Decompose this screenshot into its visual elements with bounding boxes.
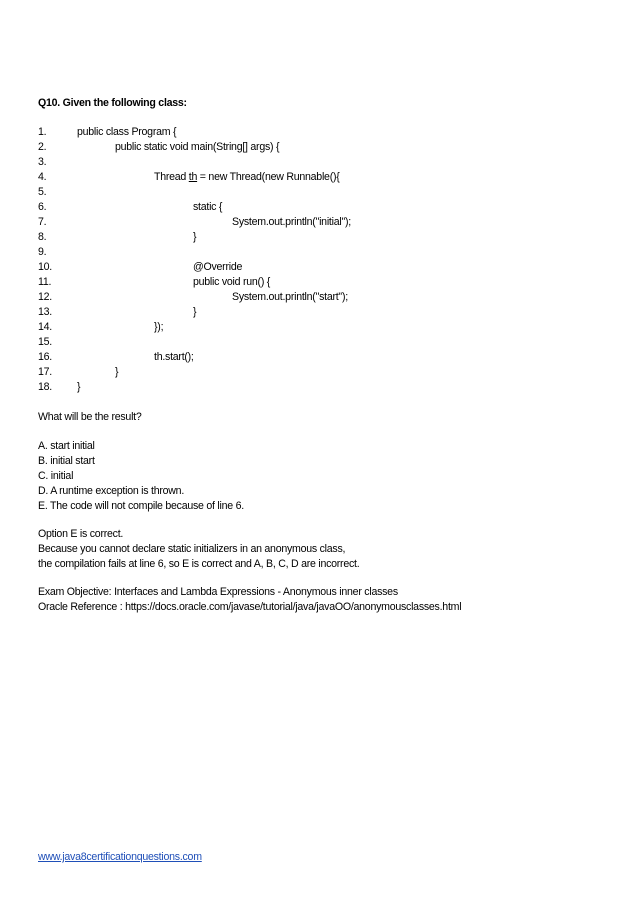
code-line	[38, 170, 598, 185]
code-line	[38, 230, 598, 245]
line-number: 18.	[38, 381, 52, 393]
code-text: th.start();	[154, 351, 194, 363]
line-number: 17.	[38, 366, 52, 378]
code-line	[38, 185, 598, 200]
line-number: 14.	[38, 321, 52, 333]
line-number: 2.	[38, 141, 47, 153]
code-text: }	[115, 366, 119, 378]
line-number: 1.	[38, 126, 47, 138]
line-number: 12.	[38, 291, 52, 303]
line-number: 5.	[38, 186, 47, 198]
option-d: D. A runtime exception is thrown.	[38, 485, 185, 497]
code-line	[38, 290, 598, 305]
footer-website-link[interactable]: www.java8certificationquestions.com	[38, 851, 202, 863]
answer-reason: Because you cannot declare static initializers in an anonymous class,	[38, 543, 346, 555]
oracle-reference: Oracle Reference : https://docs.oracle.com/javase/tutorial/java/javaOO/anonymousclasses.html	[38, 601, 462, 613]
code-line	[38, 305, 598, 320]
line-number: 10.	[38, 261, 52, 273]
code-text	[154, 170, 340, 185]
code-text: public void run() {	[193, 276, 271, 288]
code-line	[38, 335, 598, 350]
line-number: 4.	[38, 171, 47, 183]
code-line	[38, 245, 598, 260]
code-text-post: = new Thread(new Runnable(){	[197, 171, 340, 183]
code-line	[38, 260, 598, 275]
line-number: 16.	[38, 351, 52, 363]
code-line	[38, 320, 598, 335]
code-text: System.out.println("initial");	[232, 216, 351, 228]
code-line	[38, 215, 598, 230]
line-number: 7.	[38, 216, 47, 228]
line-number: 15.	[38, 336, 52, 348]
line-number: 9.	[38, 246, 47, 258]
line-number: 13.	[38, 306, 52, 318]
answer-correct-option: Option E is correct.	[38, 528, 124, 540]
code-line	[38, 380, 598, 395]
code-line	[38, 200, 598, 215]
code-line	[38, 275, 598, 290]
code-text: @Override	[193, 261, 243, 273]
question-title: Q10. Given the following class:	[38, 97, 187, 109]
code-line	[38, 350, 598, 365]
exam-objective: Exam Objective: Interfaces and Lambda Expressions - Anonymous inner classes	[38, 586, 398, 598]
code-line	[38, 365, 598, 380]
code-text: public static void main(String[] args) {	[115, 141, 280, 153]
code-text: }	[193, 231, 197, 243]
code-text: System.out.println("start");	[232, 291, 348, 303]
underlined-variable: th	[188, 171, 198, 183]
option-b: B. initial start	[38, 455, 95, 467]
line-number: 3.	[38, 156, 47, 168]
line-number: 8.	[38, 231, 47, 243]
code-text: });	[154, 321, 164, 333]
code-text: public class Program {	[77, 126, 177, 138]
question-prompt: What will be the result?	[38, 411, 142, 423]
option-a: A. start initial	[38, 440, 95, 452]
answer-conclusion: the compilation fails at line 6, so E is correct and A, B, C, D are incorrect.	[38, 558, 360, 570]
code-text: }	[77, 381, 81, 393]
option-e: E. The code will not compile because of line 6.	[38, 500, 244, 512]
code-line	[38, 155, 598, 170]
code-text: static {	[193, 201, 223, 213]
code-line	[38, 140, 598, 155]
code-text: }	[193, 306, 197, 318]
line-number: 6.	[38, 201, 47, 213]
code-text-pre: Thread	[154, 171, 189, 183]
option-c: C. initial	[38, 470, 74, 482]
line-number: 11.	[38, 276, 52, 288]
code-line	[38, 125, 598, 140]
